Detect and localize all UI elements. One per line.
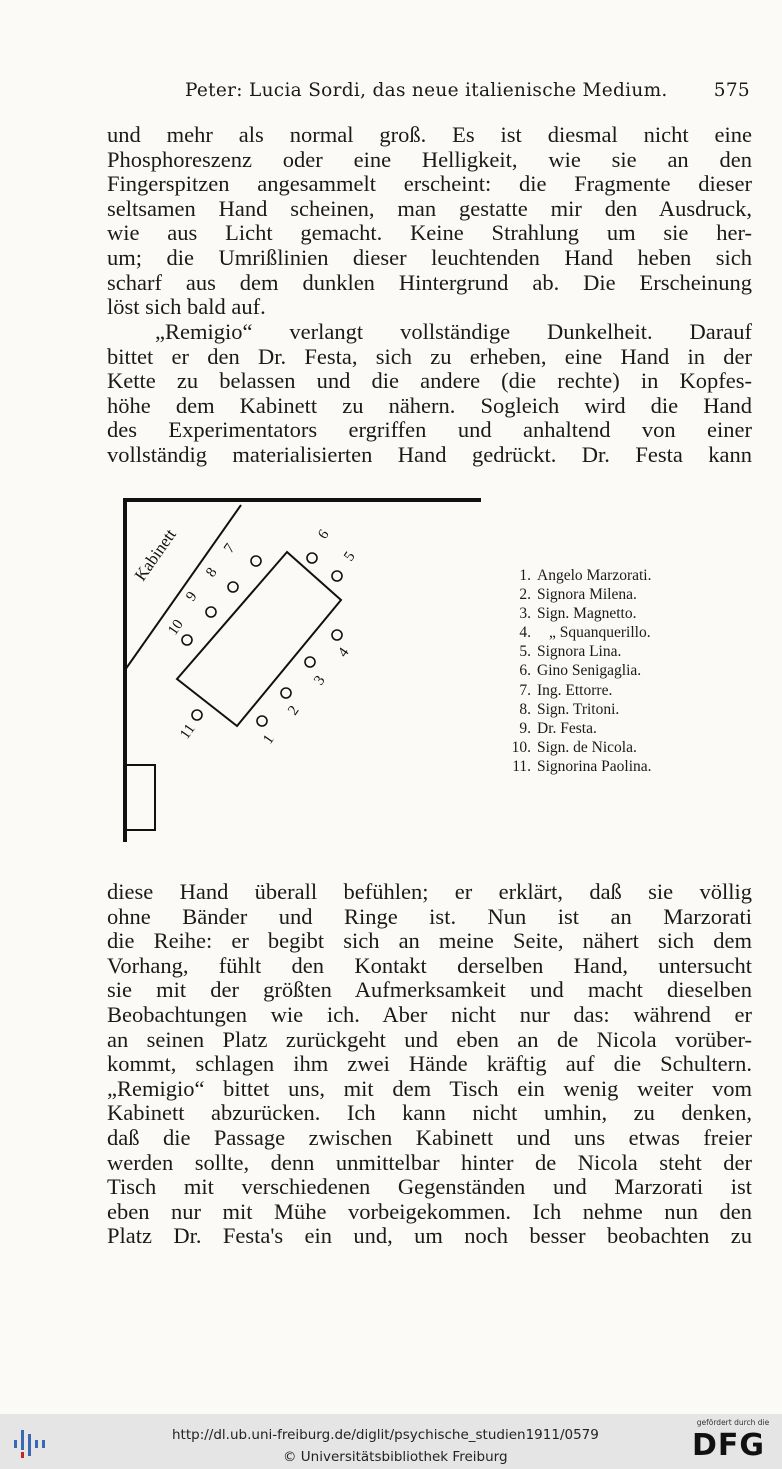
text-line: an seinen Platz zurückgeht und eben an de Nicola vorüber- — [107, 1026, 752, 1052]
seat-marker — [182, 635, 192, 645]
text-line: die Reihe: er begibt sich an meine Seite, nähert sich dem — [107, 928, 752, 954]
legend-number: 4. — [519, 624, 531, 642]
seat-marker — [257, 716, 267, 726]
seat-marker — [332, 571, 342, 581]
text-line: des Experimentators ergriffen und anhaltend von einer — [107, 417, 752, 443]
seat-4 — [332, 630, 353, 660]
text-line: um; die Umrißlinien dieser leuchtenden Hand heben sich — [107, 244, 752, 270]
seat-6 — [307, 527, 333, 563]
seat-9 — [183, 589, 216, 617]
text-line: „Remigio“ verlangt vollständige Dunkelheit. Darauf — [155, 319, 752, 344]
legend-number: 5. — [519, 643, 531, 661]
text-line: ohne Bänder und Ringe ist. Nun ist an Marzorati — [107, 903, 752, 929]
legend-name: Signora Lina. — [537, 643, 622, 661]
seat-number: 1 — [260, 731, 278, 748]
seat-number: 3 — [311, 672, 329, 689]
text-line: löst sich bald auf. — [107, 294, 266, 320]
legend-item — [495, 566, 735, 585]
dfg-logo — [690, 1418, 776, 1466]
text-line: daß die Passage zwischen Kabinett und uns etwas freier — [107, 1124, 752, 1150]
seat-11 — [177, 710, 202, 742]
page-number: 575 — [713, 80, 750, 101]
legend-name: Signorina Paolina. — [537, 757, 652, 775]
text-line: bittet er den Dr. Festa, sich zu erheben, eine Hand in der — [107, 343, 752, 369]
cabinet-curtain-line — [125, 505, 241, 670]
legend-number: 6. — [519, 662, 531, 680]
text-line: Platz Dr. Festa's ein und, um noch besser beobachten zu — [107, 1223, 752, 1249]
text-line: höhe dem Kabinett zu nähern. Sogleich wird die Hand — [107, 392, 752, 418]
seat-marker — [192, 710, 202, 720]
seat-10 — [165, 617, 192, 645]
legend-item — [495, 757, 735, 776]
dfg-logo-text: DFG — [692, 1428, 766, 1463]
legend-number: 10. — [511, 738, 531, 756]
seat-number: 5 — [341, 548, 359, 565]
text-line: und mehr als normal groß. Es ist diesmal nicht eine — [107, 122, 752, 147]
legend-name: Dr. Festa. — [537, 719, 597, 737]
text-line: wie aus Licht gemacht. Keine Strahlung um sie her- — [107, 220, 752, 246]
text-line: Vorhang, fühlt den Kontakt derselben Hand, untersucht — [107, 952, 752, 978]
text-line: vollständig materialisierten Hand gedrückt. Dr. Festa kann — [107, 441, 752, 467]
seat-marker — [307, 553, 317, 563]
legend-item — [495, 604, 735, 623]
text-line: „Remigio“ bittet uns, mit dem Tisch ein wenig weiter vom — [107, 1075, 752, 1101]
text-line: Beobachtungen wie ich. Aber nicht nur das: während er — [107, 1001, 752, 1027]
seat-number: 10 — [165, 616, 187, 639]
seating-plan — [115, 490, 495, 850]
seat-number: 4 — [335, 644, 353, 661]
legend-item — [495, 681, 735, 700]
legend-name: Sign. de Nicola. — [537, 738, 637, 756]
dfg-funding-note: gefördert durch die — [696, 1418, 770, 1427]
legend-item — [495, 623, 735, 642]
legend-item — [495, 585, 735, 604]
legend-number: 1. — [519, 567, 531, 584]
legend-name: Signora Milena. — [537, 586, 637, 604]
legend-name: Sign. Magnetto. — [537, 605, 637, 623]
legend-item — [495, 738, 735, 757]
seat-5 — [332, 549, 359, 581]
legend-number: 8. — [519, 700, 531, 718]
legend-item — [495, 642, 735, 661]
library-logo-icon — [8, 1424, 48, 1462]
legend-name: Angelo Marzorati. — [537, 567, 652, 584]
legend-name: Ing. Ettorre. — [537, 681, 613, 699]
legend-item — [495, 661, 735, 680]
copyright-notice: © Universitätsbibliothek Freiburg — [283, 1449, 508, 1465]
legend-number: 9. — [519, 719, 531, 737]
seat-number: 2 — [285, 702, 303, 719]
permalink-url[interactable]: http://dl.ub.uni-freiburg.de/diglit/psychische_studien1911/0579 — [172, 1427, 599, 1443]
seat-marker — [251, 556, 261, 566]
text-line: Tisch mit verschiedenen Gegenständen und Marzorati ist — [107, 1174, 752, 1200]
text-line: werden sollte, denn unmittelbar hinter de Nicola steht der — [107, 1149, 752, 1175]
seat-number: 8 — [203, 564, 221, 581]
text-line: seltsamen Hand scheinen, man gestatte mir den Ausdruck, — [107, 195, 752, 221]
running-title: Peter: Lucia Sordi, das neue italienische Medium. — [185, 80, 668, 101]
door-box — [125, 765, 155, 830]
seating-diagram — [115, 490, 735, 850]
seat-3 — [305, 657, 329, 688]
seat-1 — [257, 716, 278, 747]
legend-name: „ Squanquerillo. — [549, 624, 651, 642]
text-line: Phosphoreszenz oder eine Helligkeit, wie sie an den — [107, 146, 752, 172]
seance-table — [177, 552, 341, 726]
seat-number: 11 — [177, 721, 199, 743]
legend-item — [495, 700, 735, 719]
seat-7 — [221, 541, 261, 566]
paragraph-remigio — [107, 320, 752, 468]
text-line: diese Hand überall befühlen; er erklärt, daß sie völlig — [107, 879, 752, 904]
text-line: sie mit der größten Aufmerksamkeit und macht dieselben — [107, 977, 752, 1003]
legend-number: 2. — [519, 586, 531, 604]
legend-item — [495, 719, 735, 738]
seat-number: 6 — [315, 526, 333, 543]
text-line: Fingerspitzen angesammelt erscheint: die Fragmente dieser — [107, 171, 752, 197]
text-line: kommt, schlagen ihm zwei Hände kräftig auf die Schultern. — [107, 1051, 752, 1077]
text-line: scharf aus dem dunklen Hintergrund ab. Die Erscheinung — [107, 269, 752, 295]
diagram-legend — [495, 566, 735, 776]
paragraph-top — [107, 123, 752, 320]
seat-marker — [228, 582, 238, 592]
seat-2 — [281, 688, 303, 718]
text-line: Kette zu belassen und die andere (die rechte) in Kopfes- — [107, 368, 752, 394]
text-line: eben nur mit Mühe vorbeigekommen. Ich nehme nun den — [107, 1198, 752, 1224]
running-header — [185, 80, 750, 104]
seat-marker — [206, 607, 216, 617]
legend-name: Sign. Tritoni. — [537, 700, 620, 718]
cabinet-label: Kabinett — [130, 525, 180, 585]
seat-number: 9 — [183, 588, 201, 605]
text-line: Kabinett abzurücken. Ich kann nicht umhin, zu denken, — [107, 1100, 752, 1126]
legend-number: 11. — [512, 757, 531, 775]
legend-name: Gino Senigaglia. — [537, 662, 642, 680]
viewer-footer — [0, 1414, 782, 1469]
legend-number: 7. — [519, 681, 531, 699]
seat-number: 7 — [221, 540, 239, 557]
paragraph-bottom — [107, 880, 752, 1249]
seat-marker — [305, 657, 315, 667]
seat-marker — [281, 688, 291, 698]
seat-marker — [332, 630, 342, 640]
seat-8 — [203, 565, 238, 592]
legend-number: 3. — [519, 605, 531, 623]
